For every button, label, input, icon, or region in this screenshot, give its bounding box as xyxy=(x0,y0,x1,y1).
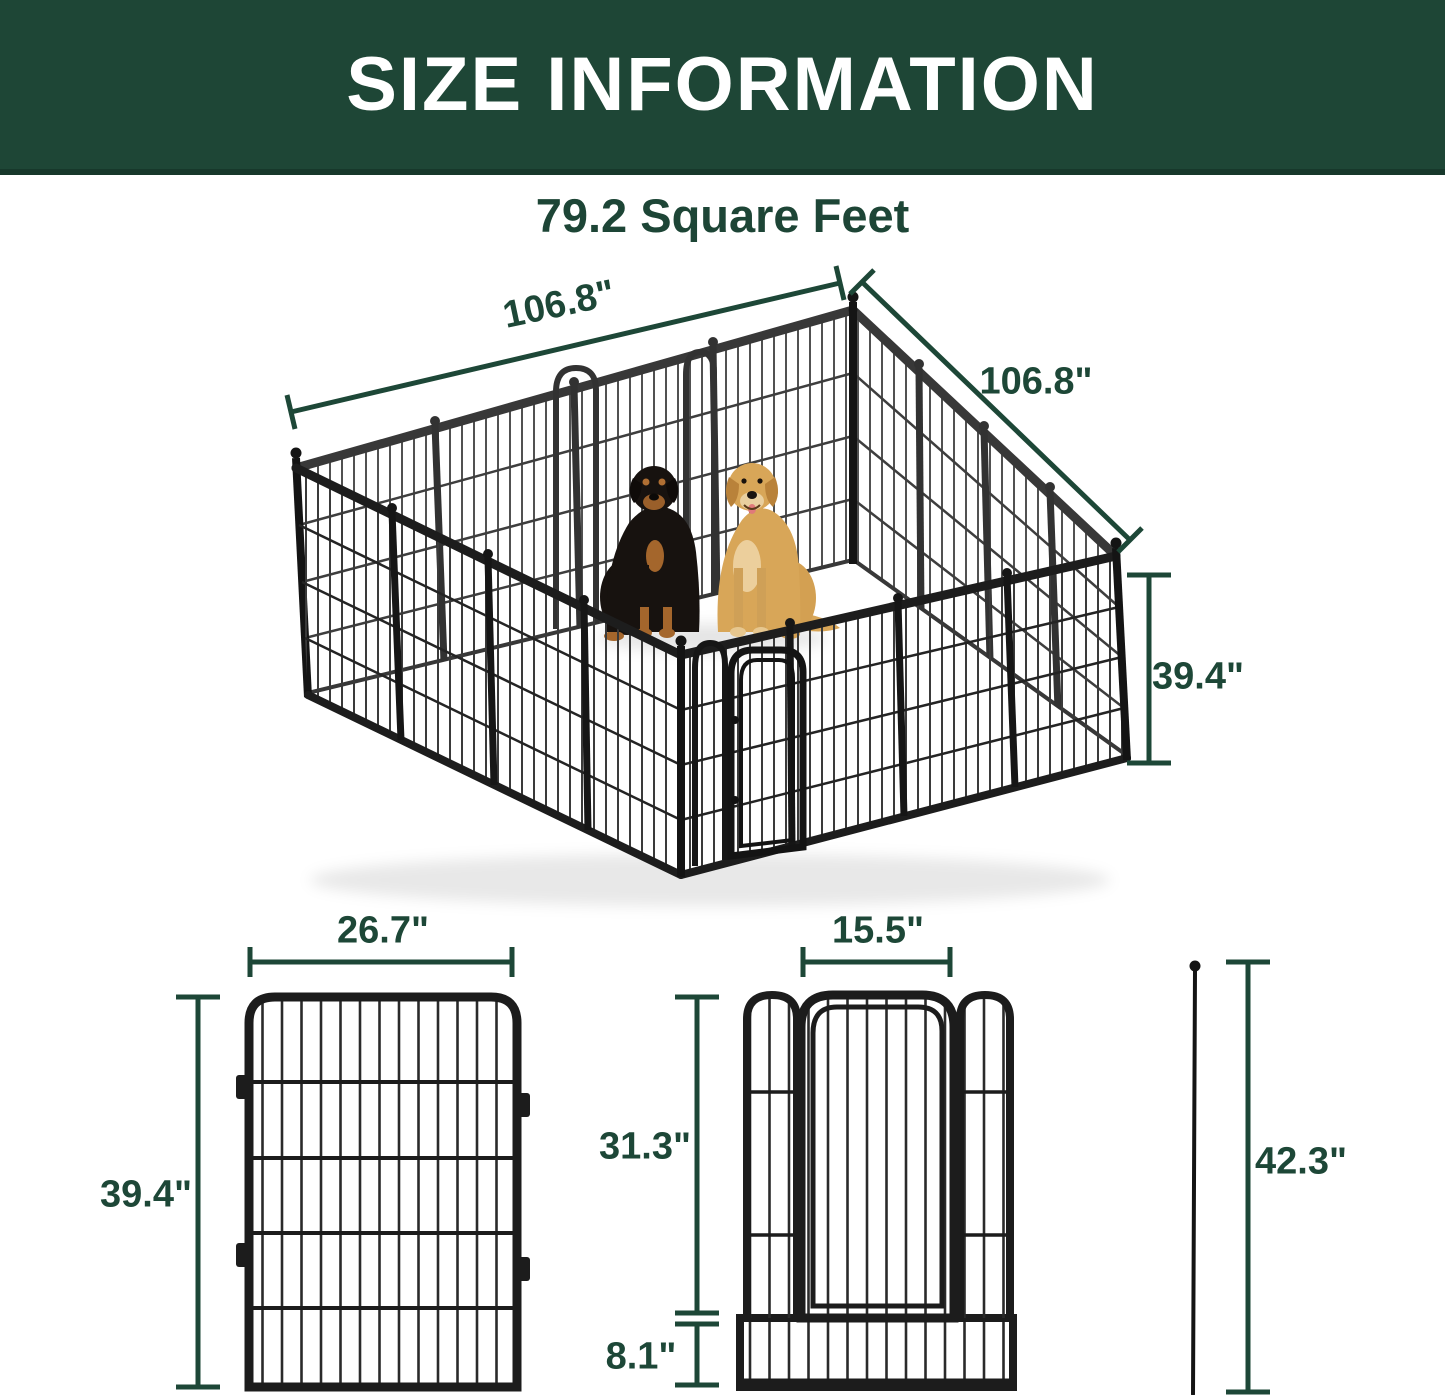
door-hinge xyxy=(794,1078,804,1104)
door-width-label: 15.5" xyxy=(832,909,924,952)
door-latch xyxy=(950,1242,960,1268)
header-banner xyxy=(0,0,1445,175)
ground-stake-illustration xyxy=(1190,961,1201,1395)
door-leaf xyxy=(801,995,954,1318)
page-title: SIZE INFORMATION xyxy=(346,42,1099,127)
panel-connector-tab xyxy=(236,1075,249,1099)
door-hinge xyxy=(794,1242,804,1268)
panel-connector-tab xyxy=(517,1257,530,1281)
pen-height-label: 39.4" xyxy=(1152,655,1244,698)
door-latch xyxy=(950,1078,960,1104)
door-height-label: 31.3" xyxy=(599,1125,691,1168)
panel-height-label: 39.4" xyxy=(100,1173,192,1216)
stake-height-label: 42.3" xyxy=(1255,1140,1347,1183)
panel-connector-tab xyxy=(517,1093,530,1117)
door-side-panel xyxy=(747,995,797,1318)
door-base-height-label: 8.1" xyxy=(605,1335,677,1378)
door-side-panel xyxy=(960,995,1010,1318)
area-subtitle: 79.2 Square Feet xyxy=(535,189,910,242)
pen-depth-label: 106.8" xyxy=(979,360,1093,403)
panel-width-label: 26.7" xyxy=(337,909,429,952)
pen-width-label: 106.8" xyxy=(499,272,619,337)
door-panel-diagram xyxy=(736,995,1017,1387)
panel-connector-tab xyxy=(236,1243,249,1267)
panel-diagram xyxy=(236,997,530,1387)
